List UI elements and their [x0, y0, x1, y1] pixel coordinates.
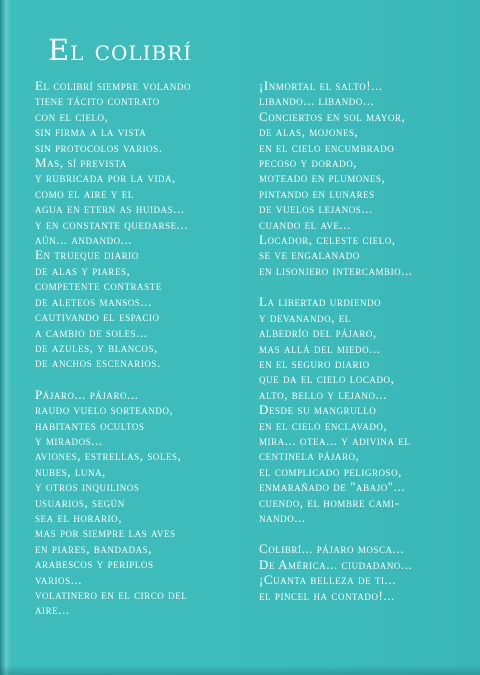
poem-line: albedrío del pájaro, [259, 325, 377, 341]
poem-line: de alas, mojones, [259, 124, 359, 140]
poem-line: Conciertos en sol mayor, [259, 108, 406, 124]
page-bottom-edge [0, 665, 480, 675]
poem-line: se ve engalanado [259, 247, 360, 263]
poem-line: enmarañado de "abajo"... [259, 479, 406, 495]
stanza [35, 78, 257, 371]
poem-line: de vuelos lejanos... [259, 201, 373, 217]
poem-line: Colibrí... pájaro mosca... [259, 541, 404, 557]
poem-line: con el cielo, [35, 108, 109, 124]
poem-line: raudo vuelo sorteando, [35, 402, 174, 418]
stanza [259, 541, 475, 603]
stanza [259, 78, 475, 278]
poem-line: aviones, estrellas, soles, [35, 448, 182, 464]
poem-line: En trueque diario [35, 247, 139, 263]
poem-line: El colibrí siempre volando [35, 78, 191, 93]
poem-line: el complicado peligroso, [259, 463, 402, 479]
poem-line: arabescos y periplos [35, 556, 154, 572]
poem-line: cuendo, el hombre cami- [259, 494, 400, 510]
poem-line: en piares, bandadas, [35, 540, 153, 556]
poem-line: libando... libando... [259, 93, 375, 109]
poem-line: en el cielo encumbrado [259, 139, 395, 155]
poem-line: como el aire y el [35, 185, 134, 201]
poem-line: varios... [35, 571, 83, 587]
poem-line: que da el cielo locado, [259, 371, 395, 387]
poem-line: alto, bello y lejano... [259, 386, 387, 402]
poem-line: en el cielo enclavado, [259, 417, 388, 433]
poem-line: La libertad urdiendo [259, 294, 382, 310]
poem-line: de aleteos mansos... [35, 293, 152, 309]
poem-column-right [259, 78, 475, 619]
poem-line: sea el horario, [35, 509, 122, 525]
poem-line: competente contraste [35, 278, 162, 294]
poem-line: mira... otea... y adivina el [259, 432, 411, 448]
poem-line: y mirados... [35, 432, 103, 448]
poem-line: Locador, celeste cielo, [259, 232, 396, 248]
poem-line: de anchos escenarios. [35, 355, 161, 371]
poem-line: a cambio de soles... [35, 324, 148, 340]
poem-line: pecoso y dorado, [259, 155, 358, 171]
poem-line: nubes, luna, [35, 463, 106, 479]
poem-line: pintando en lunares [259, 185, 375, 201]
stanza [35, 387, 257, 618]
poem-line: cautivando el espacio [35, 309, 160, 325]
poem-line: moteado en plumones, [259, 170, 386, 186]
poem-line: centinela pájaro, [259, 448, 360, 464]
poem-line: cuando el ave... [259, 216, 351, 232]
poem-line: tiene tácito contrato [35, 93, 160, 109]
poem-line: aún... andando... [35, 232, 133, 248]
poem-line: de alas y piares, [35, 262, 131, 278]
poem-line: y rubricada por la vida, [35, 170, 176, 186]
poem-title: El colibrí [48, 33, 193, 67]
poem-line: mas allá del miedo... [259, 340, 381, 356]
poem-line: de azules, y blancos, [35, 339, 158, 355]
poem-line: Pájaro... pájaro... [35, 386, 139, 402]
poem-line: sin protocolos varios. [35, 139, 163, 155]
poem-line: ¡Inmortal el salto!... [259, 78, 383, 93]
poem-line: en el seguro diario [259, 355, 370, 371]
poem-line: nando... [259, 509, 306, 525]
poem-line: mas por siempre las aves [35, 525, 176, 541]
poem-line: ¡Cuanta belleza de ti... [259, 572, 396, 588]
poem-line: usuarios, según [35, 494, 125, 510]
poem-line: en lisonjero intercambio... [259, 262, 413, 278]
poem-line: y otros inquilinos [35, 479, 140, 495]
poem-line: y en constante quedarse... [35, 216, 189, 232]
poem-line: Mas, sí prevista [35, 155, 127, 171]
poem-line: volatinero en el circo del [35, 587, 188, 602]
poem-line: y devanando, el [259, 309, 351, 325]
poem-line: agua en etern as huidas... [35, 201, 185, 217]
poem-line: aire... [35, 602, 70, 618]
poem-column-left [35, 78, 257, 634]
poem-line: sin firma a la vista [35, 124, 147, 140]
page-spine-shadow [0, 0, 10, 675]
poem-line: De América... ciudadano... [259, 556, 413, 572]
poem-line: habitantes ocultos [35, 417, 145, 433]
stanza [259, 294, 475, 525]
poem-line: el pincel ha contado!... [259, 587, 395, 603]
poem-line: Desde su mangrullo [259, 402, 377, 418]
